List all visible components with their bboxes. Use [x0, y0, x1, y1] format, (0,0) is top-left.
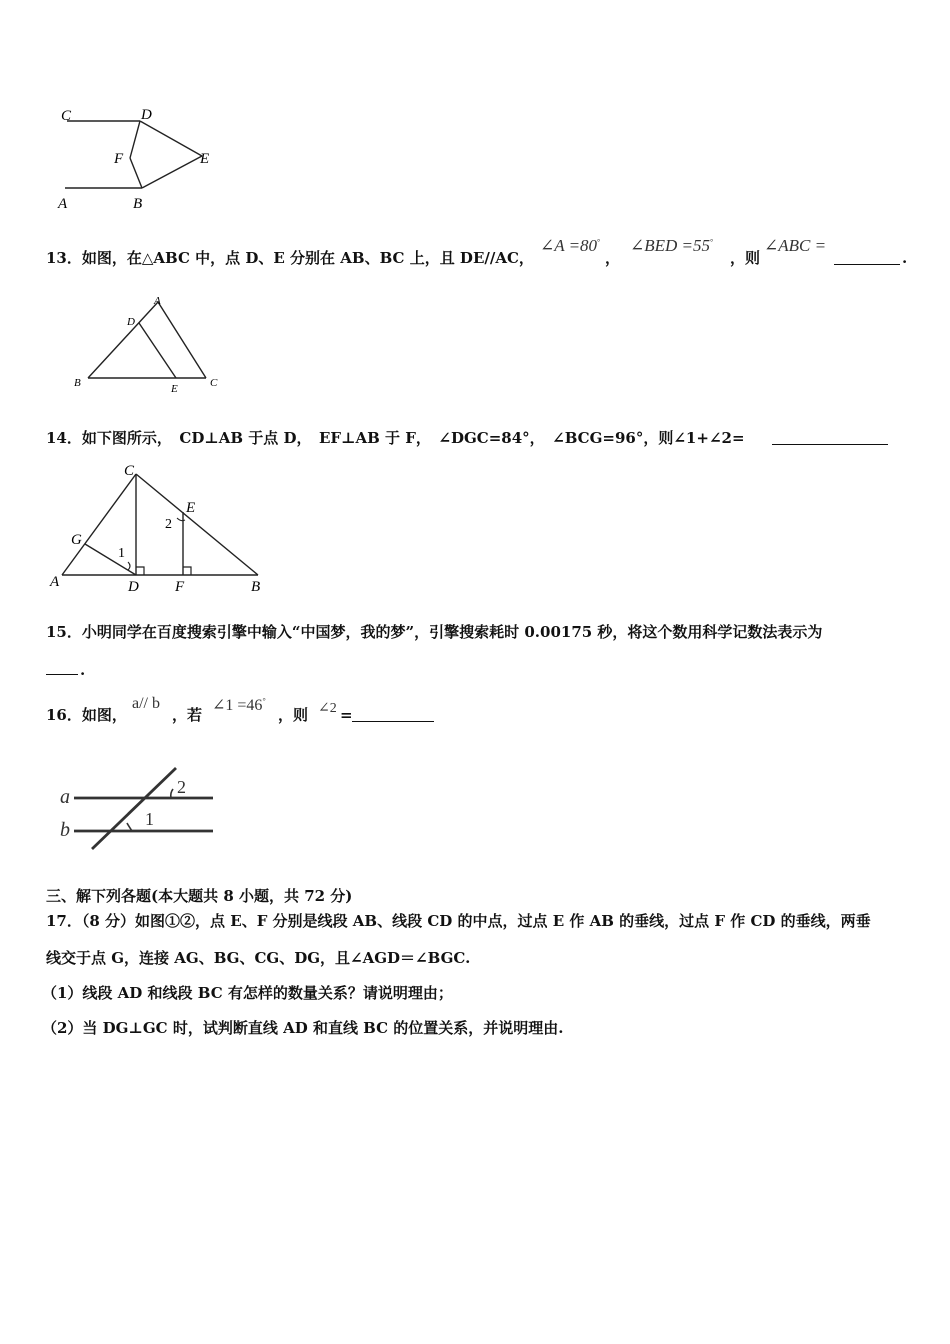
q16-text2: ，若 [172, 706, 203, 724]
figure-q14 [48, 460, 278, 595]
q16-parallel: a// b [132, 695, 160, 712]
fig12-label-d: D [141, 107, 152, 123]
fig13-label-c: C [210, 377, 218, 389]
q16-answer-blank[interactable] [352, 707, 434, 722]
q16-text3: ，则 [278, 706, 309, 724]
q13-angle-bed: ∠BED =55° [630, 236, 714, 255]
fig14-label-e: E [186, 500, 196, 516]
fig16-angle-2: 2 [177, 777, 186, 797]
fig12-label-a: A [58, 196, 68, 212]
fig14-label-c: C [124, 463, 135, 479]
q14-number: 14． [46, 429, 82, 447]
fig12-label-b: B [133, 196, 143, 212]
q16-number: 16． [46, 706, 82, 724]
section-3-title: 三、解下列各题(本大题共 8 小题，共 72 分) [46, 887, 353, 905]
q17-line1: （8 分）如图①②，点 E、F 分别是线段 AB、线段 CD 的中点，过点 E 作 AB 的垂线，过点 F 作 CD 的垂线，两垂 [81, 912, 871, 930]
q16-text1: 如图， [81, 706, 127, 724]
q13-angle-a: ∠A =80° [540, 236, 601, 255]
question-17-line1 [46, 911, 871, 931]
fig13-label-d: D [127, 316, 135, 328]
fig16-label-a: a [60, 786, 70, 808]
fig13-label-b: B [74, 377, 81, 389]
q14-answer-blank[interactable] [772, 430, 888, 445]
q13-angle-abc: ∠ABC = [764, 236, 827, 255]
q16-angle-2: ∠2 [318, 701, 337, 716]
q13-end: . [902, 249, 908, 267]
question-17-part2: （2）当 DG⊥GC 时，试判断直线 AD 和直线 BC 的位置关系，并说明理由. [42, 1019, 564, 1037]
fig12-label-e: E [200, 151, 210, 167]
fig14-label-f: F [175, 579, 185, 595]
q16-angle-1: ∠1 =46° [212, 696, 266, 714]
figure-q16 [58, 765, 218, 855]
fig14-label-d: D [128, 579, 139, 595]
fig12-label-c: C [61, 108, 72, 124]
q15-number: 15． [46, 623, 82, 641]
q13-answer-blank[interactable] [834, 250, 900, 265]
q15-text: 小明同学在百度搜索引擎中输入“中国梦，我的梦”，引擎搜索耗时 0.00175 秒，将这个数用科学记数法表示为 [81, 623, 823, 641]
fig14-label-g: G [71, 532, 82, 548]
question-14 [46, 428, 745, 448]
question-17-part1: （1）线段 AD 和线段 BC 有怎样的数量关系？请说明理由； [42, 984, 453, 1002]
q13-then: ，则 [730, 249, 761, 267]
q16-eq: = [340, 706, 353, 724]
fig16-label-b: b [60, 819, 70, 841]
fig16-angle-1: 1 [145, 809, 154, 829]
fig12-label-f: F [114, 151, 124, 167]
q13-sep: ， [605, 249, 621, 267]
fig13-label-e: E [171, 383, 178, 395]
q15-end: . [80, 661, 86, 679]
question-17-line2: 线交于点 G，连接 AG、BG、CG、DG，且∠AGD＝∠BGC. [46, 949, 471, 967]
fig14-angle-1: 1 [118, 546, 125, 561]
question-15 [46, 622, 822, 642]
q13-text: 如图，在△ABC 中，点 D、E 分别在 AB、BC 上，且 DE//AC， [81, 249, 534, 267]
q13-number: 13． [46, 249, 82, 267]
fig14-angle-2: 2 [165, 517, 172, 532]
question-16 [46, 705, 127, 725]
fig13-label-a: A [154, 295, 161, 307]
question-13 [46, 248, 534, 268]
figure-q13 [72, 292, 232, 397]
q14-text: 如下图所示， CD⊥AB 于点 D， EF⊥AB 于 F， ∠DGC=84°， ∠BCG=96°，则∠1+∠2= [81, 429, 745, 447]
fig14-label-b: B [251, 579, 261, 595]
figure-q12 [55, 100, 225, 215]
q17-number: 17． [46, 912, 82, 930]
q15-answer-blank[interactable] [46, 660, 78, 675]
fig14-label-a: A [50, 574, 60, 590]
